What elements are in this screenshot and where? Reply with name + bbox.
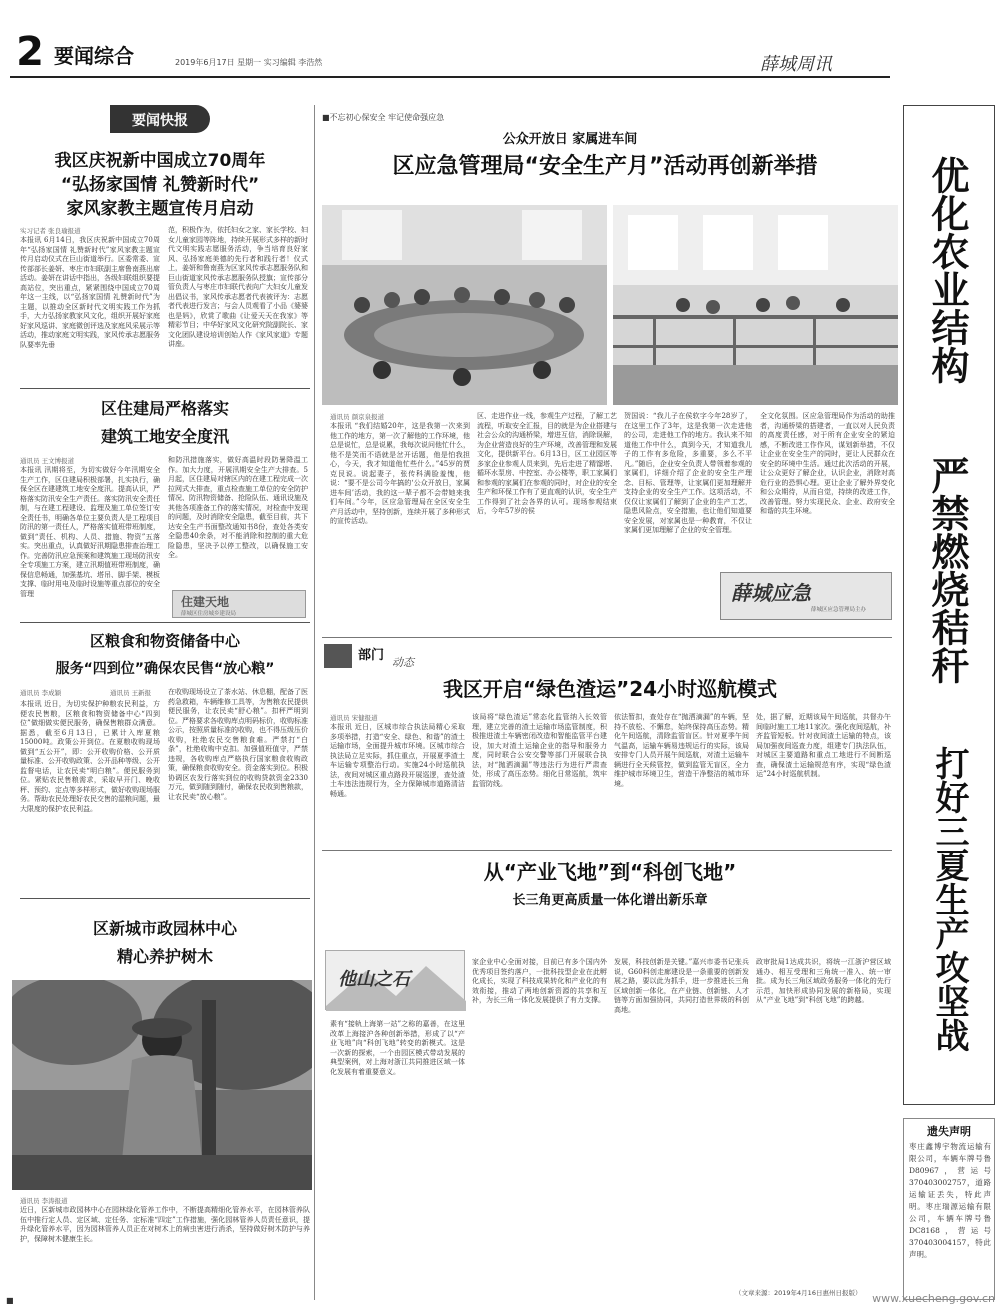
footer-mark: ■ <box>6 1296 14 1305</box>
divider <box>20 388 310 389</box>
lost-notice <box>903 1118 995 1300</box>
emergency-logo <box>720 572 892 620</box>
divider <box>20 622 310 623</box>
section-title: 要闻综合 <box>54 44 134 68</box>
grain-body-2: 在收购现场设立了茶水站、休息棚，配备了医药急救箱，车辆维修工具等，为售粮农民提供便民服务，让农民卖“舒心粮”。扣秤严明到位。严格要求各收购库点明码标价，收购标准公示，按照质量标准的收购，也不得压级压价收购，杜绝农民交售粮食难。严禁打“白条”，杜绝收购中克扣。加强值班值守，严禁违规，各收购库点严格执行国家粮食收购政策，确保粮食收购安全。资金落实到位。积极协调区农发行落实到位的收购贷款资金2330万元，做到随到随付，确保农民收到售粮款，让农民卖“放心粮”。 <box>168 688 308 801</box>
emergency-headline: 区应急管理局“安全生产月”活动再创新举措 <box>392 154 818 179</box>
emergency-kicker: 公众开放日 家属进车间 <box>502 132 638 147</box>
construction-logo-sub: 薛城区住房城乡建设局 <box>181 611 237 617</box>
industry-body-4: 政审批局1达成共识，将统一江浙沪营区域通办、相互受理和三角统一准入、统一审批。成为长三角区域政务服务一体化的先行示范，加快形成协同发展的新格局，实现从“产业飞地”到“科创飞地”的跨越。 <box>756 958 891 1004</box>
emergency-body-3: 贺国说：“我儿子在侯软字今年28岁了，在这里工作了3年，这是我第一次走进他的公司，走进他工作的地方。我认来不知道他工作中什么，真到今天，才知道我儿子的工作有多危险，多重要，多么不平凡。”随后，企业安全负责人带领着参观的家属们，详细介绍了企业的安全生产理念、目标、管理等，让家属们更加理解并支持企业的安全生产工作。这项活动，不仅仅让家属们了解到了企业的生产工艺，隐患风险点，安全措施，也让他们知道要安全发展，对家属也是一种教育，不仅让家属们更加理解了企业的安全管理。 <box>624 412 752 534</box>
garden-headline-1: 区新城市政园林中心 <box>92 919 237 938</box>
notice-body: 枣庄鑫博宇物流运输有限公司，车辆车牌号鲁D80967，营运号370403002757，道路运输证丢失，特此声明。枣庄瑞源运输有限公司，车辆车牌号鲁DC8168，营运号370403004157，特此声明。 <box>909 1142 991 1259</box>
quick-news-headline-1: 我区庆祝新中国成立70周年 <box>54 151 266 171</box>
emergency-byline: 通讯员 颜京泉报道 <box>330 413 385 421</box>
grain-byline-1: 通讯员 李成颖 <box>20 689 62 697</box>
emergency-body-1: 本报讯 “我们结婚20年，这是我第一次来到他工作的地方，第一次了解他的工作环境，他总是说忙，总是说累，我每次说问他忙什么，他不是笑而不语就是岔开话题，他是怕我担心，今天，我才知道他忙些什么。”45岁的贾克艮说。说起妻子，张传科满脸羞愧，他说：“要不是公司今年搞的‘公众开放日，家属进车间’活动，我的这一辈子都不会带她来我们车间。”今年，区应急管理局在全区安全生产月活动中，坚持创新，连续开展了多种形式的宣传活动。 <box>330 422 470 525</box>
department-body-1: 本报讯 近日，区城市综合执法局精心采取多项举措，打造“安全、绿色、和谐”的渣土运输市场，全面提升城市环境。区城市综合执法局立足实际，抓住重点，开展夏季渣土车运输专项整治行动。实施24小时巡航执法，夜间对城区重点路段开展巡逻，查处渣土车违法违规行为，全力保障城市道路清洁畅通。 <box>330 723 465 798</box>
right-banner <box>903 105 995 1105</box>
industry-body-1: 素有“接轨上海第一站”之称的嘉善，在这里改革上海接沪各种创新举措，形成了以“产业飞地”向“科创飞地”转变的新模式。这是一次新的探索，一个由园区模式带动发展的典型案例，对上海对浙江共同推进区域一体化发展有着重要意义。 <box>330 1020 465 1076</box>
meeting-photo <box>322 205 607 405</box>
notice-title: 遗失声明 <box>927 1125 971 1138</box>
quick-news-headline-2: “弘扬家国情 礼赞新时代” <box>60 175 260 195</box>
masthead-rule <box>10 76 890 78</box>
department-body-4: 处，据了解，近期该局午间巡航，共督办午间临时施工工地11家次。强化夜间巡航，补齐监管短板。针对夜间渣土运输的特点，该局加强夜间巡查力度，组建专门执法队伍，对城区主要道路和重点工地进行不间断巡查，确保渣土运输规范有序，实现“绿色渣运”24小时巡航机制。 <box>756 713 891 778</box>
page-number: 2 <box>16 29 44 75</box>
notice-source: （文章来源：2019年4月16日惠州日报版） <box>735 1289 862 1297</box>
department-banner-1: 部门 <box>358 648 385 663</box>
quick-news-label-text: 要闻快报 <box>132 113 188 129</box>
date-line: 2019年6月17日 星期一 实习编辑 李浩然 <box>175 58 323 67</box>
department-banner-2: 动态 <box>392 656 414 669</box>
construction-logo-text: 住建天地 <box>181 595 230 609</box>
construction-byline: 通讯员 王文博报道 <box>20 457 75 465</box>
grain-byline-2: 通讯员 王新报 <box>110 689 152 697</box>
industry-body-2: 家企业中心全面对接，目前已有多个国内外优秀项目签约落户，一批科技型企业在此孵化成长，实现了科技成果转化和产业化的有效衔接，推动了两地创新资源的共享和互补，为长三角一体化发展提供了有力支撑。 <box>472 958 607 1004</box>
quick-news-byline: 实习记者 张良瑜报道 <box>20 227 81 235</box>
construction-headline-2: 建筑工地安全度汛 <box>100 427 229 446</box>
banner-line-3: 打好三夏生产攻坚战 <box>929 746 969 1052</box>
industry-body-3: 发展，科技创新是关键。”嘉兴市委书记张兵说，G60科创走廊建设是一条重要的创新发展之路，要以此为抓手，进一步推进长三角区域创新一体化，在产业链、创新链、人才链等方面加强协同，共同打造世界级的科创高地。 <box>614 958 749 1014</box>
emergency-slogan: ■不忘初心保安全 牢记使命强应急 <box>322 113 445 122</box>
divider <box>20 898 310 899</box>
garden-headline-2: 精心养护树木 <box>116 947 213 966</box>
grain-body-1: 本报讯 近日，为切实保护种粮农民利益，方便农民售粮，区粮食和物资储备中心“四到位”做细做实便民服务，确保售粮群众满意。据悉，截至6月13日，已累计入库夏粮15000吨。政策公开到位。在夏粮收购现场做到“五公开”，即：公开收购价格、公开质量标准、公开收购政策、公开品种等级、公开监督电话，让农民卖“明白粮”。便民服务到位。紧贴农民售粮需求，采取早开门、晚收秤、预约、定点等多样形式，做好收购现场服务。帮助农民处理好农民交售的湿粮问题，最大限度的保护农民利益。 <box>20 700 160 813</box>
quick-news-headline-3: 家风家教主题宣传月启动 <box>66 199 254 219</box>
department-body-3: 依法暂扣，查处存在“抛洒滴漏”的车辆，坚持不放松、不懈怠，始终保持高压态势。精化午间巡航，清除监管盲区。针对夏季午间气温高，运输车辆易违规运行的实际，该局安排专门人员开展午间巡航，对渣土运输车辆进行全天候管控，做到监管无盲区，全力维护城市环境卫生，营造干净整洁的城市环境。 <box>614 713 749 788</box>
department-body-2: 该局将“绿色渣运”常态化监管纳入长效管理，建立完善的渣土运输市场监管制度，积极推进渣土车辆密闭改造和智能监管平台建设，加大对渣土运输企业的指导和服务力度，同时联合公安交警等部门开展联合执法，对“抛洒滴漏”等违法行为进行严肃查处，形成了高压态势。细化日常巡航，筑牢监管防线。 <box>472 713 607 788</box>
divider <box>322 850 892 851</box>
column-logo <box>325 950 465 1010</box>
emergency-body-2: 区、走进作业一线，参观生产过程，了解工艺流程，听取安全汇报，目的就是为企业搭建与社会公众的沟通桥梁，增进互信，消除误解，为企业营造良好的生产环境，改善管理和发展文化，提供新平台。6月13日，区工业园区等多家企业参观人员来到，先后走进了精馏塔、循环水泵房、中控室、办公楼等，职工家属们和参观的家属们在参观的同时，对企业的安全生产和环保工作有了更直观的认识，安全生产工作得到了社会各界的认可。现场参观结束后，今年57岁的侯 <box>477 412 617 515</box>
industry-headline: 从“产业飞地”到“科创飞地” <box>483 860 737 884</box>
workshop-photo <box>613 205 898 405</box>
column-logo-text: 他山之石 <box>338 969 410 990</box>
paper-logo: 薛城周讯 <box>760 54 832 75</box>
garden-byline: 通讯员 李涛报道 <box>20 1197 68 1205</box>
emergency-body-4: 全文化氛围。区应急管理局作为活动的助推者，沟通桥梁的搭建者，一直以对人民负责的高度责任感，对于所有企业安全的紧迫感，不断改进工作作风，谋划新举措，不仅让企业在安全生产的同时，更让人民群众在安全的环境中生活。通过此次活动的开展，让公众更好了解企业，认识企业，消除对高危行业的恐惧心理。更让企业了解外界变化和公众期待，从而自觉，持续的改进工作，改善管理。努力实现民众、企业、政府安全和谐的共生环境。 <box>760 412 895 515</box>
grain-headline-1: 区粮食和物资储备中心 <box>89 632 240 650</box>
building-icon <box>324 644 352 668</box>
grain-headline-2: 服务“四到位”确保农民售“放心粮” <box>55 661 275 677</box>
emergency-logo-sub: 薛城区应急管理局主办 <box>811 607 867 613</box>
divider <box>322 637 892 638</box>
quick-news-body-1: 本报讯 6月14日，我区庆祝新中国成立70周年“弘扬家国情 礼赞新时代”家风家教主题宣传月启动仪式在巨山街道举行。区委常委、宣传部部长姜妍、枣庄市妇联副主席鲁南燕出席活动。姜妍在讲话中指出，各级妇联组织要提高站位，突出重点，紧紧围绕中国成立70周年这一主线，以“弘扬家国情 礼赞新时代”为主题，以推动全区新时代文明实践工作为抓手，大力弘扬家教家风文化，组织开展好家庭好家风巡讲、家庭微创评选及家庭风采展示等活动，推动家庭文明实践，家风传承志愿服务队要率先垂 <box>20 236 160 349</box>
construction-headline-1: 区住建局严格落实 <box>100 399 229 418</box>
footer-watermark: www.xuecheng.gov.cn <box>872 1292 995 1305</box>
quick-news-body-2: 范，积极作为，依托妇女之家、家长学校、妇女儿童家园等阵地，持续开展形式多样的新时代文明实践志愿服务活动，争当培育良好家风、弘扬家庭美德的先行者和践行者！仪式上，姜妍和鲁南燕为区家风传承志愿服务队和巨山街道家风传承志愿服务队授旗；宣传部分管负责人与枣庄市妇联代表向广大妇女儿童发出倡议书，家风传承志愿者代表被评为：志愿者代表进行发言；与会人员观看了小品《婆婆也是妈》，欣赏了歌曲《让爱天天在我家》等精彩节目；中华好家风文化研究院副院长、家文化团队建设培训创始人作《家风家道》专题讲座。 <box>168 226 308 348</box>
department-headline: 我区开启“绿色渣运”24小时巡航模式 <box>442 677 778 701</box>
banner-line-1: 优化农业结构 <box>925 156 970 384</box>
construction-logo <box>172 590 306 618</box>
department-banner <box>322 640 452 670</box>
construction-body-1: 本报讯 汛期将至，为切实做好今年汛期安全生产工作，区住建局积极部署，扎实执行，确保全区在建建筑工地安全度汛。提高认识，严格落实防汛安全生产责任。落实防汛安全责任制，与在建工程建设、监理及施工单位签订安全责任书，明确各单位主要负责人是工程项目防汛的第一责任人，严格落实值班带班制度，做到“责任、机构、人员、措施、物资”五落实。突出重点，认真做好汛期隐患排查治理工作。完善防汛应急预案和建筑施工现场防汛安全专项施工方案，建立汛期值班带班制度，确保信息畅通，加强基坑、塔吊、脚手架、模板支撑、临时用电及临时设施等重点部位的安全管理 <box>20 466 160 598</box>
masthead <box>0 0 1000 102</box>
industry-subhead: 长三角更高质量一体化谱出新乐章 <box>512 893 708 908</box>
emergency-logo-text: 薛城应急 <box>731 581 811 605</box>
construction-body-2: 和防汛措施落实，做好高温时段防暑降温工作。加大力度，开展汛期安全生产大排查。5月起，区住建局对辖区内的在建工程完成一次拉网式大排查，重点检查施工单位的安全防护情况、防汛物资储备、抢险队伍、通讯设施及其他各项准备工作的落实情况，对检查中发现的问题，及时消除安全隐患，截至目前，共下达安全生产书面整改通知书8份，查处各类安全隐患40余条，对不能消除和控制的重大危险隐患，坚决予以停工整改，以确保施工安全。 <box>168 456 308 559</box>
garden-photo <box>12 980 312 1190</box>
banner-line-2: 严禁燃烧秸秆 <box>925 456 970 684</box>
column-rule <box>314 105 315 1300</box>
garden-body: 近日，区新城市政园林中心在园林绿化管养工作中，不断提高精细化管养水平，在园林管养队伍中推行定人员、定区域、定任务、定标准“四定”工作措施，强化园林管养人员责任意识，提升绿化管养水平，因为园林管养人员正在对树木上的病虫害进行消杀，坚持做好树木防护与养护，保障树木健康生长。 <box>20 1206 310 1243</box>
quick-news-label <box>110 105 210 133</box>
department-byline: 通讯员 宋健报道 <box>330 714 378 722</box>
